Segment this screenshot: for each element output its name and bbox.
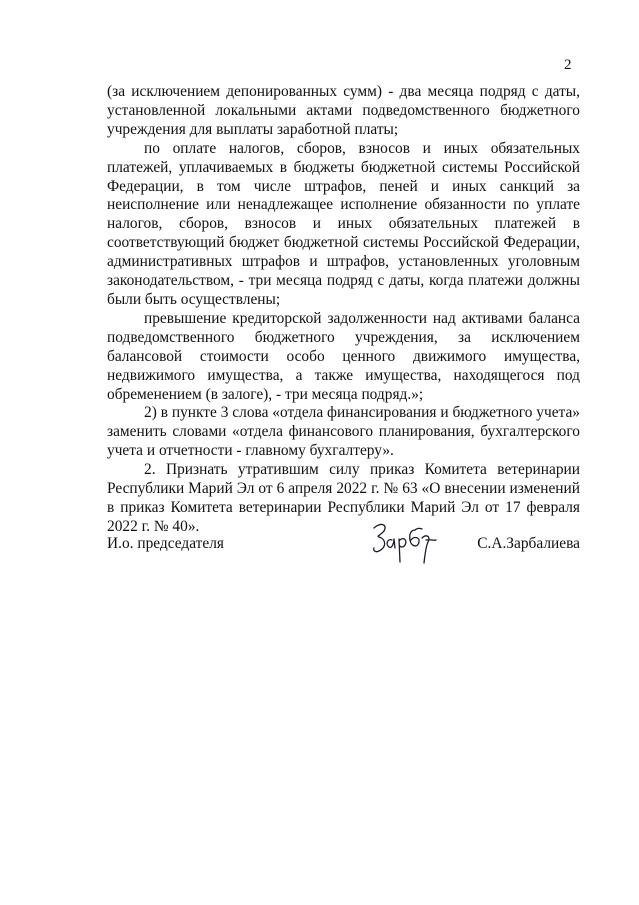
page-number: 2 <box>564 57 572 73</box>
paragraph-tax-payments: по оплате налогов, сборов, взносов и иных обязательных платежей, уплачиваемых в бюджеты бюджетной системы Российской Федерации, в том числе штрафов, пеней и иных санкций за неисполнение или ненадлежащее исполнение обязанности по уплате налогов, сборов, взносов и иных обязательных платежей в соответствующий бюджет бюджетной системы Российской Федерации, административных штрафов и штрафов, установленных уголовным законодательством, - три месяца подряд с даты, когда платежи должны были быть осуществлены; <box>107 139 580 308</box>
signature-block <box>107 533 580 553</box>
paragraph-continuation: (за исключением депонированных сумм) - два месяца подряд с даты, установленной локальными актами подведомственного бюджетного учреждения для выплаты заработной платы; <box>107 83 580 138</box>
document-body <box>107 83 580 537</box>
paragraph-point-3-amendment: 2) в пункте 3 слова «отдела финансирования и бюджетного учета» заменить словами «отдела финансового планирования, бухгалтерского учета и отчетности - главному бухгалтеру». <box>107 404 580 460</box>
paragraph-accounts-payable: превышение кредиторской задолженности над активами баланса подведомственного бюджетного учреждения, за исключением балансовой стоимости особо ценного движимого имущества, недвижимого имущества, а также имущества, находящегося под обременением (в залоге), - три месяца подряд.»; <box>107 309 580 403</box>
paragraph-repeal-order: 2. Признать утратившим силу приказ Комитета ветеринарии Республики Марий Эл от 6 апреля 2022 г. № 63 «О внесении изменений в приказ Комитета ветеринарии Республики Марий Эл от 17 февраля 2022 г. № 40». <box>107 461 580 535</box>
signer-name: С.А.Зарбалиева <box>477 535 580 552</box>
handwritten-signature <box>370 516 438 568</box>
signer-position: И.о. председателя <box>107 535 224 552</box>
